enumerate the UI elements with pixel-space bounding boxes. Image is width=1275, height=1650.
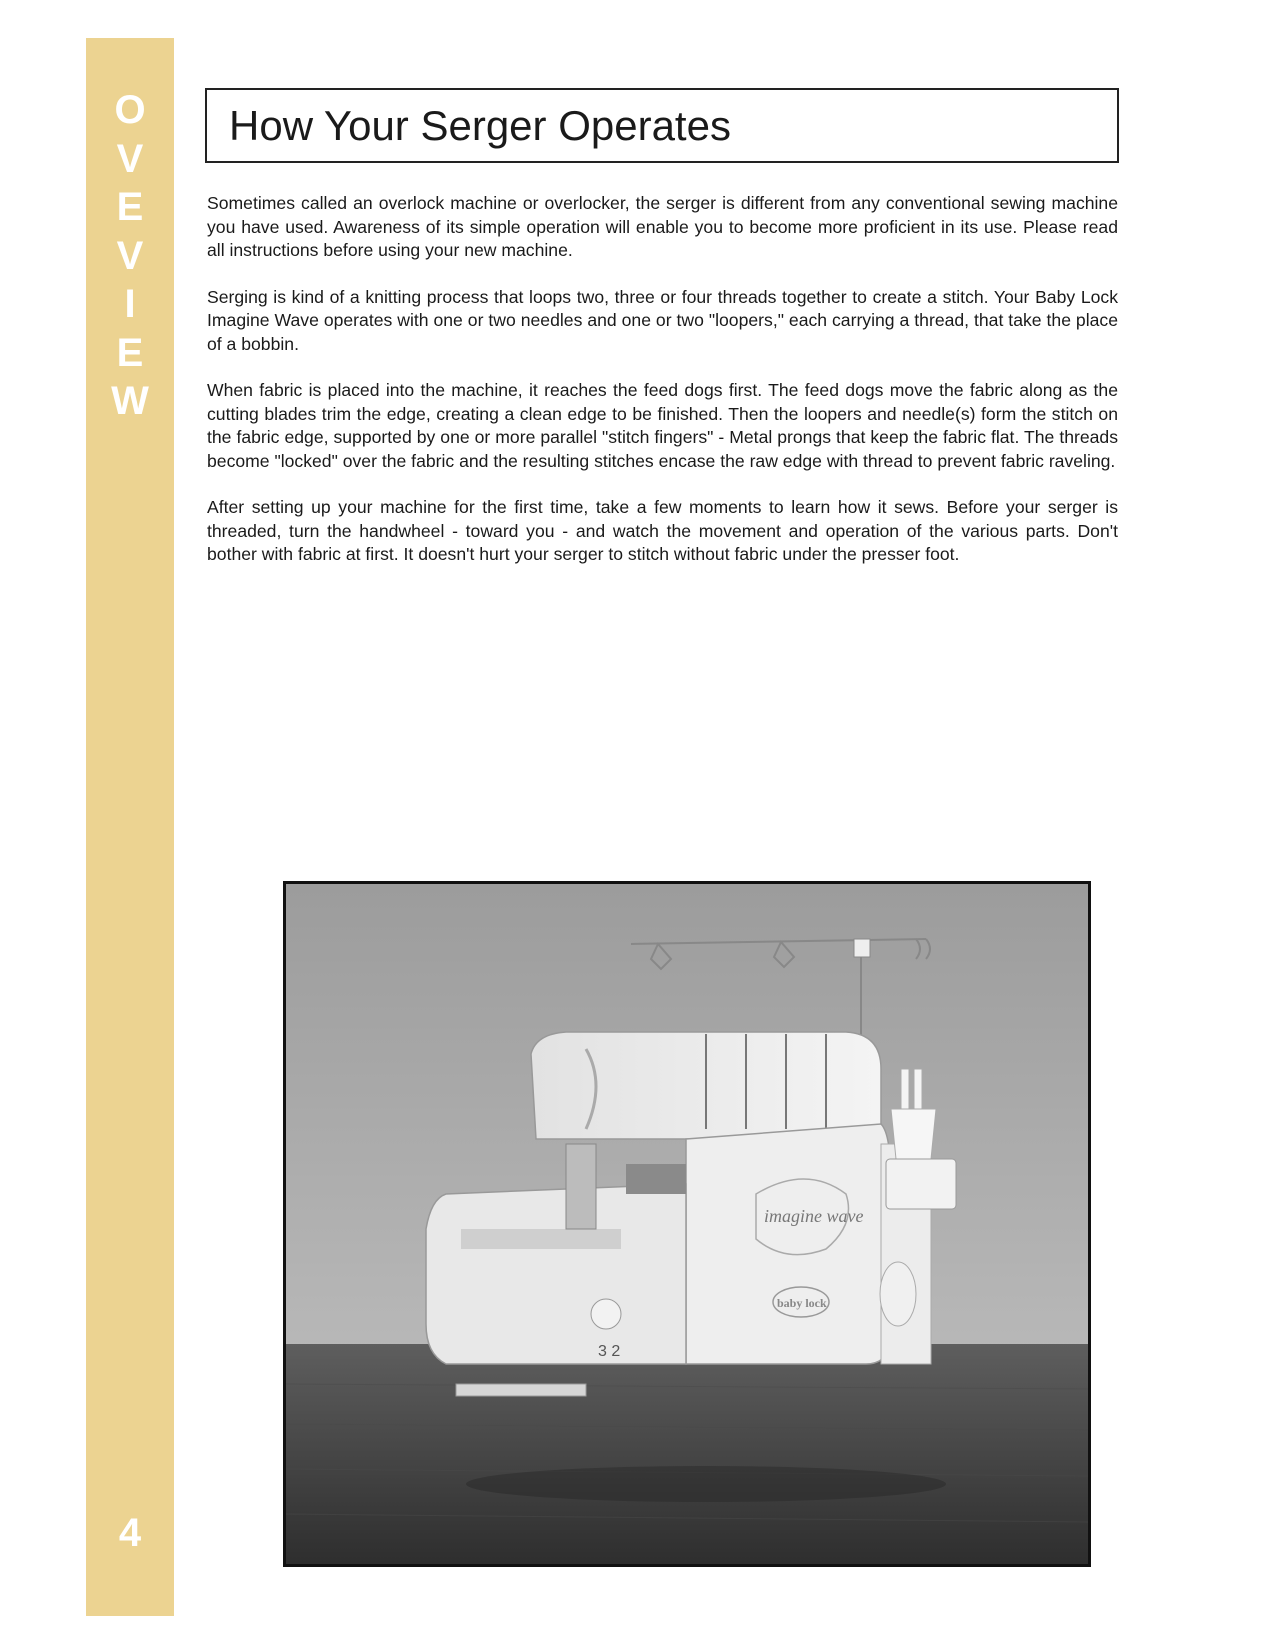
section-letter: E xyxy=(116,185,144,229)
paragraph-first-use: After setting up your machine for the first time, take a few moments to learn how it sews. Before your serger is threaded, turn the handwheel - toward you - and watch the movement and operation of the various parts. Don't bother with fabric at first. It doesn't hurt your serger to stitch without fabric under the presser foot. xyxy=(207,497,1118,564)
handwheel xyxy=(880,1262,916,1326)
body-text xyxy=(207,192,1118,590)
stand-knob xyxy=(854,939,870,957)
page-number: 4 xyxy=(118,1511,142,1555)
section-letter: V xyxy=(116,136,144,181)
section-letter: O xyxy=(114,88,146,132)
paragraph-serging: Serging is kind of a knitting process that loops two, three or four threads together to create a stitch. Your Baby Lock Imagine Wave operates with one or two needles and one or two "loopers," each carrying a thread, that take the place of a bobbin. xyxy=(207,286,1118,354)
section-side-tab xyxy=(86,38,174,1616)
looper-area xyxy=(626,1164,686,1194)
section-label-overview xyxy=(86,86,174,426)
section-letter: E xyxy=(116,330,144,375)
serger-illustration xyxy=(286,884,1088,1564)
front-body xyxy=(686,1124,891,1364)
presser-foot xyxy=(566,1144,596,1229)
base-plate xyxy=(456,1384,586,1396)
section-letter: W xyxy=(111,379,149,423)
lower-arm xyxy=(426,1184,686,1364)
page-title: How Your Serger Operates xyxy=(229,102,731,149)
title-box xyxy=(205,88,1119,163)
section-letter: V xyxy=(116,233,144,278)
needle-plate xyxy=(461,1229,621,1249)
dial-numbers: 3 2 xyxy=(598,1343,621,1360)
serger-photo xyxy=(283,881,1091,1567)
baby-lock-logo: baby lock xyxy=(777,1296,827,1310)
imagine-wave-logo: imagine wave xyxy=(764,1206,864,1226)
dial-front xyxy=(591,1299,621,1329)
section-letter: I xyxy=(124,282,136,326)
paragraph-intro: Sometimes called an overlock machine or overlocker, the serger is different from any conventional sewing machine you have used. Awareness of its simple operation will enable you to become more proficient in its use. Please read all instructions before using your new machine. xyxy=(207,193,1118,260)
paragraph-fabric-flow: When fabric is placed into the machine, it reaches the feed dogs first. The feed dogs move the fabric along as the cutting blades trim the edge, creating a clean edge to be finished. Then the loopers and needle(s) form the stitch on the fabric edge, supported by one or more parallel "stitch fingers" - Metal prongs that keep the fabric flat. The threads become "locked" over the fabric and the resulting stitches encase the raw edge with thread to prevent fabric raveling. xyxy=(207,380,1118,471)
table-surface xyxy=(286,1344,1088,1564)
machine-shadow xyxy=(466,1466,946,1502)
